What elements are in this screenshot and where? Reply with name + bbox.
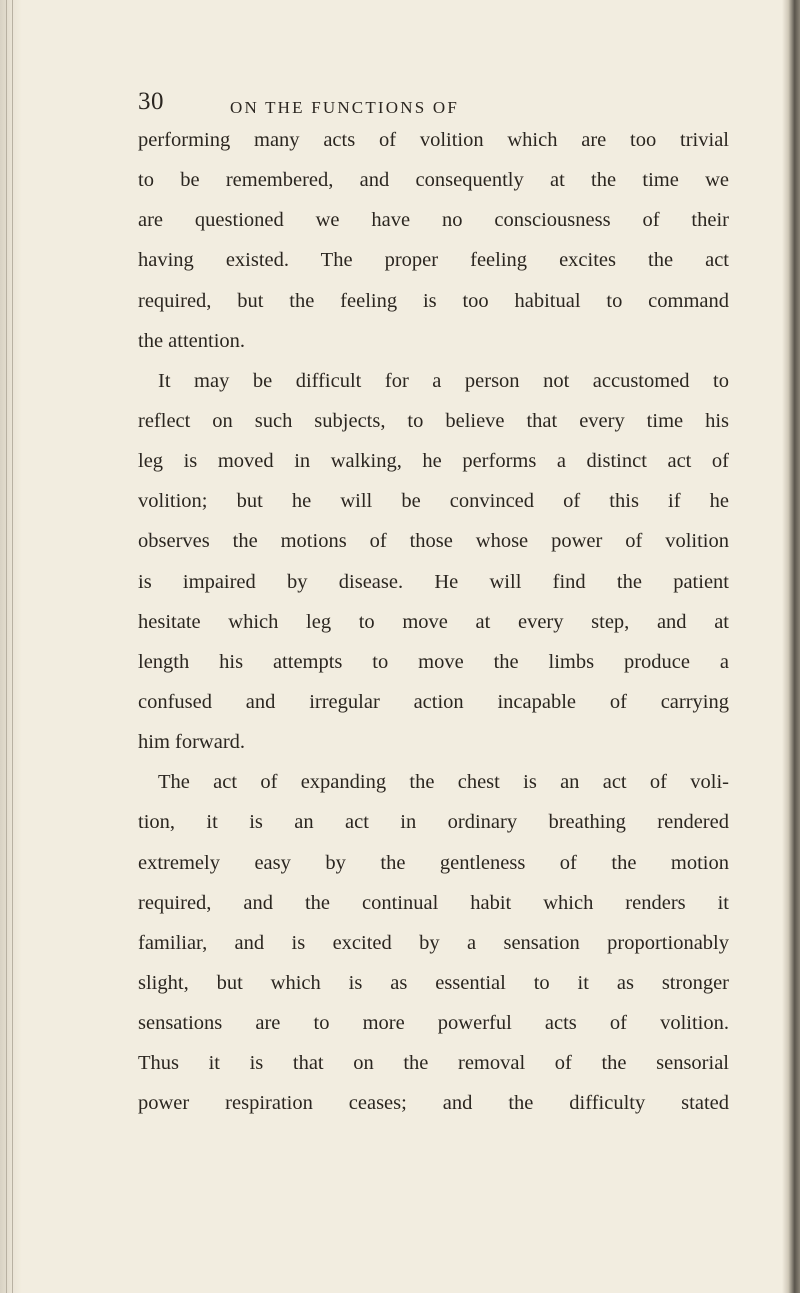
running-head: ON THE FUNCTIONS OF (230, 98, 459, 117)
text-line: length his attempts to move the limbs produce a (138, 650, 729, 673)
text-line: familiar, and is excited by a sensation proportionably (138, 931, 729, 954)
gutter-rule (12, 0, 13, 1293)
text-line: the attention. (138, 329, 246, 352)
text-line: extremely easy by the gentleness of the motion (138, 851, 729, 874)
body-text (138, 120, 729, 1124)
text-line: leg is moved in walking, he performs a distinct act of (138, 450, 729, 473)
text-line: Thus it is that on the removal of the sensorial (138, 1052, 729, 1075)
text-line: reflect on such subjects, to believe that every time his (138, 409, 729, 432)
page-edge-right (782, 0, 800, 1293)
text-line: are questioned we have no consciousness of their (138, 209, 729, 232)
text-line: slight, but which is as essential to it as stronger (138, 971, 729, 994)
text-line: It may be difficult for a person not accustomed to (158, 369, 729, 392)
text-line: him forward. (138, 731, 246, 754)
text-line: performing many acts of volition which are too trivial (138, 129, 729, 151)
text-line: volition; but he will be convinced of this if he (138, 490, 729, 513)
text-line: sensations are to more powerful acts of volition. (138, 1012, 729, 1035)
text-line: observes the motions of those whose power of volition (138, 530, 729, 553)
gutter-rule (6, 0, 7, 1293)
text-line: hesitate which leg to move at every step, and at (138, 610, 729, 633)
page-number: 30 (138, 88, 164, 115)
text-line: tion, it is an act in ordinary breathing rendered (138, 811, 729, 834)
text-line: confused and irregular action incapable of carrying (138, 690, 729, 713)
text-line: to be remembered, and consequently at the time we (138, 169, 729, 192)
text-line: required, and the continual habit which renders it (138, 891, 729, 914)
text-line: The act of expanding the chest is an act of voli- (158, 771, 729, 794)
text-line: required, but the feeling is too habitual to command (138, 289, 729, 312)
text-line: having existed. The proper feeling excites the act (138, 249, 729, 272)
page-gutter-left (0, 0, 22, 1293)
text-line: power respiration ceases; and the difficulty stated (138, 1092, 729, 1115)
text-line: is impaired by disease. He will find the patient (138, 570, 729, 593)
